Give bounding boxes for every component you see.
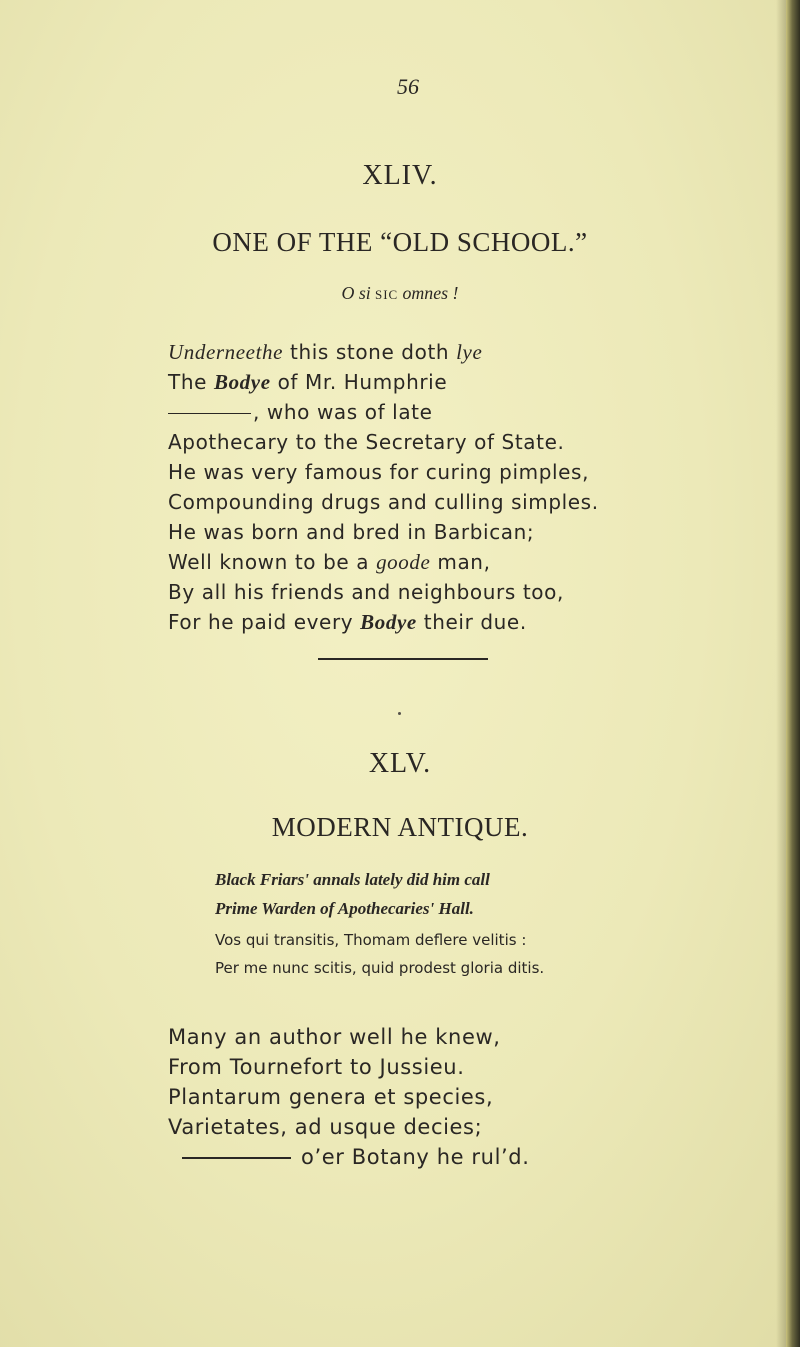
verse-line: Plantarum genera et species, bbox=[168, 1085, 494, 1109]
epigraph-line: Prime Warden of Apothecaries' Hall. bbox=[215, 899, 474, 918]
section-title-modern-antique: MODERN ANTIQUE. bbox=[271, 812, 529, 842]
verse-line bbox=[168, 337, 599, 367]
print-speck bbox=[398, 712, 401, 715]
verse-line bbox=[168, 397, 599, 427]
verse-line: Many an author well he knew, bbox=[168, 1025, 501, 1049]
verse-text: For he paid every bbox=[168, 610, 361, 634]
verse-line: Apothecary to the Secretary of State. bbox=[168, 430, 565, 454]
verse-line bbox=[168, 607, 599, 637]
verse-word: lye bbox=[456, 340, 483, 364]
verse-line: He was very famous for curing pimples, bbox=[168, 460, 590, 484]
section-number-44: XLIV. bbox=[362, 160, 438, 191]
name-omission-dash bbox=[168, 413, 251, 415]
motto-part: omnes ! bbox=[402, 283, 459, 303]
verse-line: Compounding drugs and culling simples. bbox=[168, 490, 599, 514]
verse-line: By all his friends and neighbours too, bbox=[168, 580, 564, 604]
verse-text: o’er Botany he rul’d. bbox=[301, 1145, 530, 1169]
epigraph-line: Black Friars' annals lately did him call bbox=[215, 870, 490, 889]
verse-line bbox=[168, 367, 599, 397]
motto-part: O si bbox=[341, 283, 371, 303]
gutter-shadow bbox=[776, 0, 786, 1347]
section-number-45: XLV. bbox=[368, 748, 432, 779]
verse-stanza bbox=[168, 1022, 530, 1172]
epigraph-line: Vos qui transitis, Thomam deflere velitis : bbox=[215, 931, 527, 949]
verse-text: , who was of late bbox=[253, 400, 433, 424]
verse-word: Bodye bbox=[213, 370, 271, 394]
omission-dash bbox=[182, 1157, 291, 1159]
page-number: 56 bbox=[397, 74, 419, 99]
verse-line bbox=[168, 547, 599, 577]
verse-line bbox=[168, 1142, 530, 1172]
verse-line: From Tournefort to Jussieu. bbox=[168, 1055, 465, 1079]
epigraph-line: Per me nunc scitis, quid prodest gloria ditis. bbox=[215, 959, 545, 977]
epitaph-verse bbox=[168, 337, 599, 637]
verse-text: their due. bbox=[416, 610, 527, 634]
verse-word: Underneethe bbox=[168, 340, 284, 364]
verse-line: Varietates, ad usque decies; bbox=[168, 1115, 483, 1139]
motto bbox=[0, 283, 800, 304]
book-spine-edge bbox=[786, 0, 800, 1347]
section-title-old-school: ONE OF THE “OLD SCHOOL.” bbox=[212, 227, 588, 257]
verse-text: man, bbox=[430, 550, 491, 574]
verse-line: He was born and bred in Barbican; bbox=[168, 520, 535, 544]
verse-text: this stone doth bbox=[283, 340, 457, 364]
verse-text: of Mr. Humphrie bbox=[270, 370, 448, 394]
verse-word: Bodye bbox=[360, 610, 417, 634]
verse-text: The bbox=[168, 370, 214, 394]
verse-word: goode bbox=[376, 550, 431, 574]
section-divider bbox=[318, 658, 488, 660]
motto-part: SIC bbox=[375, 287, 399, 302]
verse-text: Well known to be a bbox=[168, 550, 377, 574]
